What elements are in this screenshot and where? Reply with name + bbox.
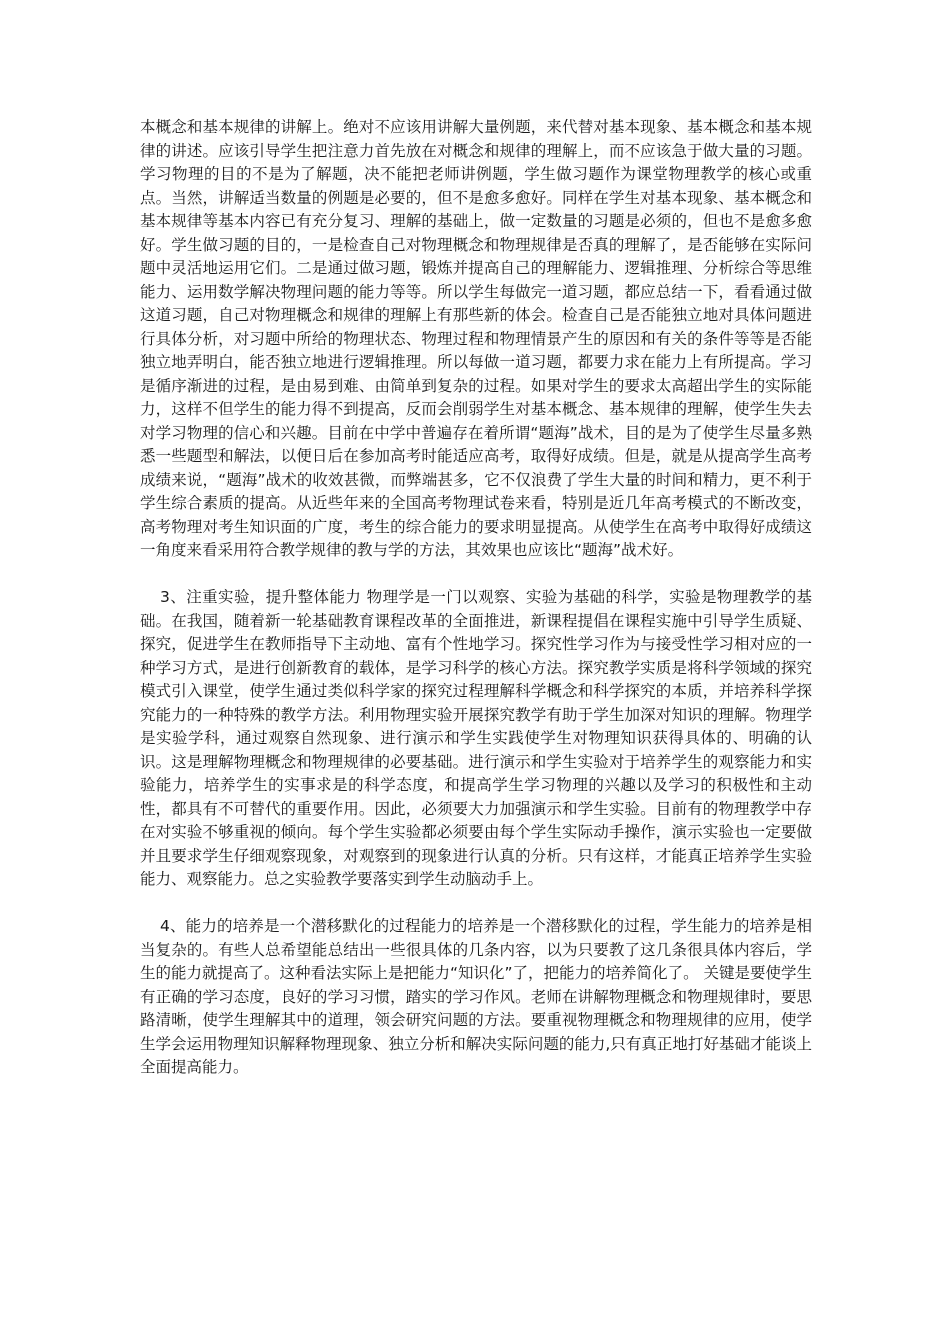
document-body (140, 116, 812, 1080)
paragraph-section-4-ability: 4、能力的培养是一个潜移默化的过程能力的培养是一个潜移默化的过程，学生能力的培养是相当复杂的。有些人总希望能总结出一些很具体的几条内容，以为只要教了这几条很具体内容后，学生的能力就提高了。这种看法实际上是把能力“知识化”了，把能力的培养简化了。 关键是要使学生有正确的学习态度，良好的学习习惯，踏实的学习作风。老师在讲解物理概念和物理规律时，要思路清晰，使学生理解其中的道理，领会研究问题的方法。要重视物理概念和物理规律的应用，使学生学会运用物理知识解释物理现象、独立分析和解决实际问题的能力,只有真正地打好基础才能谈上全面提高能力。 (140, 917, 812, 1076)
paragraph-section-3-experiments: 3、注重实验，提升整体能力 物理学是一门以观察、实验为基础的科学，实验是物理教学的基础。在我国，随着新一轮基础教育课程改革的全面推进，新课程提倡在课程实施中引导学生质疑、探究，促进学生在教师指导下主动地、富有个性地学习。探究性学习作为与接受性学习相对应的一种学习方式，是进行创新教育的载体，是学习科学的核心方法。探究教学实质是将科学领域的探究模式引入课堂，使学生通过类似科学家的探究过程理解科学概念和科学探究的本质，并培养科学探究能力的一种特殊的教学方法。利用物理实验开展探究教学有助于学生加深对知识的理解。物理学是实验学科，通过观察自然现象、进行演示和学生实践使学生对物理知识获得具体的、明确的认识。这是理解物理概念和物理规律的必要基础。进行演示和学生实验对于培养学生的观察能力和实验能力，培养学生的实事求是的科学态度，和提高学生学习物理的兴趣以及学习的积极性和主动性，都具有不可替代的重要作用。因此，必须要大力加强演示和学生实验。目前有的物理教学中存在对实验不够重视的倾向。每个学生实验都必须要由每个学生实际动手操作，演示实验也一定要做并且要求学生仔细观察现象，对观察到的现象进行认真的分析。只有这样，才能真正培养学生实验能力、观察能力。总之实验教学要落实到学生动脑动手上。 (140, 588, 812, 888)
paragraph-continuation: 本概念和基本规律的讲解上。绝对不应该用讲解大量例题，来代替对基本现象、基本概念和基本规律的讲述。应该引导学生把注意力首先放在对概念和规律的理解上，而不应该急于做大量的习题。学习物理的目的不是为了解题，决不能把老师讲例题，学生做习题作为课堂物理教学的核心或重点。当然，讲解适当数量的例题是必要的，但不是愈多愈好。同样在学生对基本现象、基本概念和基本规律等基本内容已有充分复习、理解的基础上，做一定数量的习题是必须的，但也不是愈多愈好。学生做习题的目的，一是检查自己对物理概念和物理规律是否真的理解了，是否能够在实际问题中灵活地运用它们。二是通过做习题，锻炼并提高自己的理解能力、逻辑推理、分析综合等思维能力、运用数学解决物理问题的能力等等。所以学生每做完一道习题，都应总结一下，看看通过做这道习题，自己对物理概念和规律的理解上有那些新的体会。检查自己是否能独立地对具体问题进行具体分析，对习题中所给的物理状态、物理过程和物理情景产生的原因和有关的条件等等是否能独立地弄明白，能否独立地进行逻辑推理。所以每做一道习题，都要力求在能力上有所提高。学习是循序渐进的过程，是由易到难、由简单到复杂的过程。如果对学生的要求太高超出学生的实际能力，这样不但学生的能力得不到提高，反而会削弱学生对基本概念、基本规律的理解，使学生失去对学习物理的信心和兴趣。目前在中学中普遍存在着所谓“题海”战术，目的是为了使学生尽量多熟悉一些题型和解法，以便日后在参加高考时能适应高考，取得好成绩。但是，就是从提高学生高考成绩来说，“题海”战术的收效甚微，而弊端甚多，它不仅浪费了学生大量的时间和精力，更不利于学生综合素质的提高。从近些年来的全国高考物理试卷来看，特别是近几年高考模式的不断改变，高考物理对考生知识面的广度，考生的综合能力的要求明显提高。从使学生在高考中取得好成绩这一角度来看采用符合教学规律的教与学的方法，其效果也应该比“题海”战术好。 (140, 118, 812, 559)
